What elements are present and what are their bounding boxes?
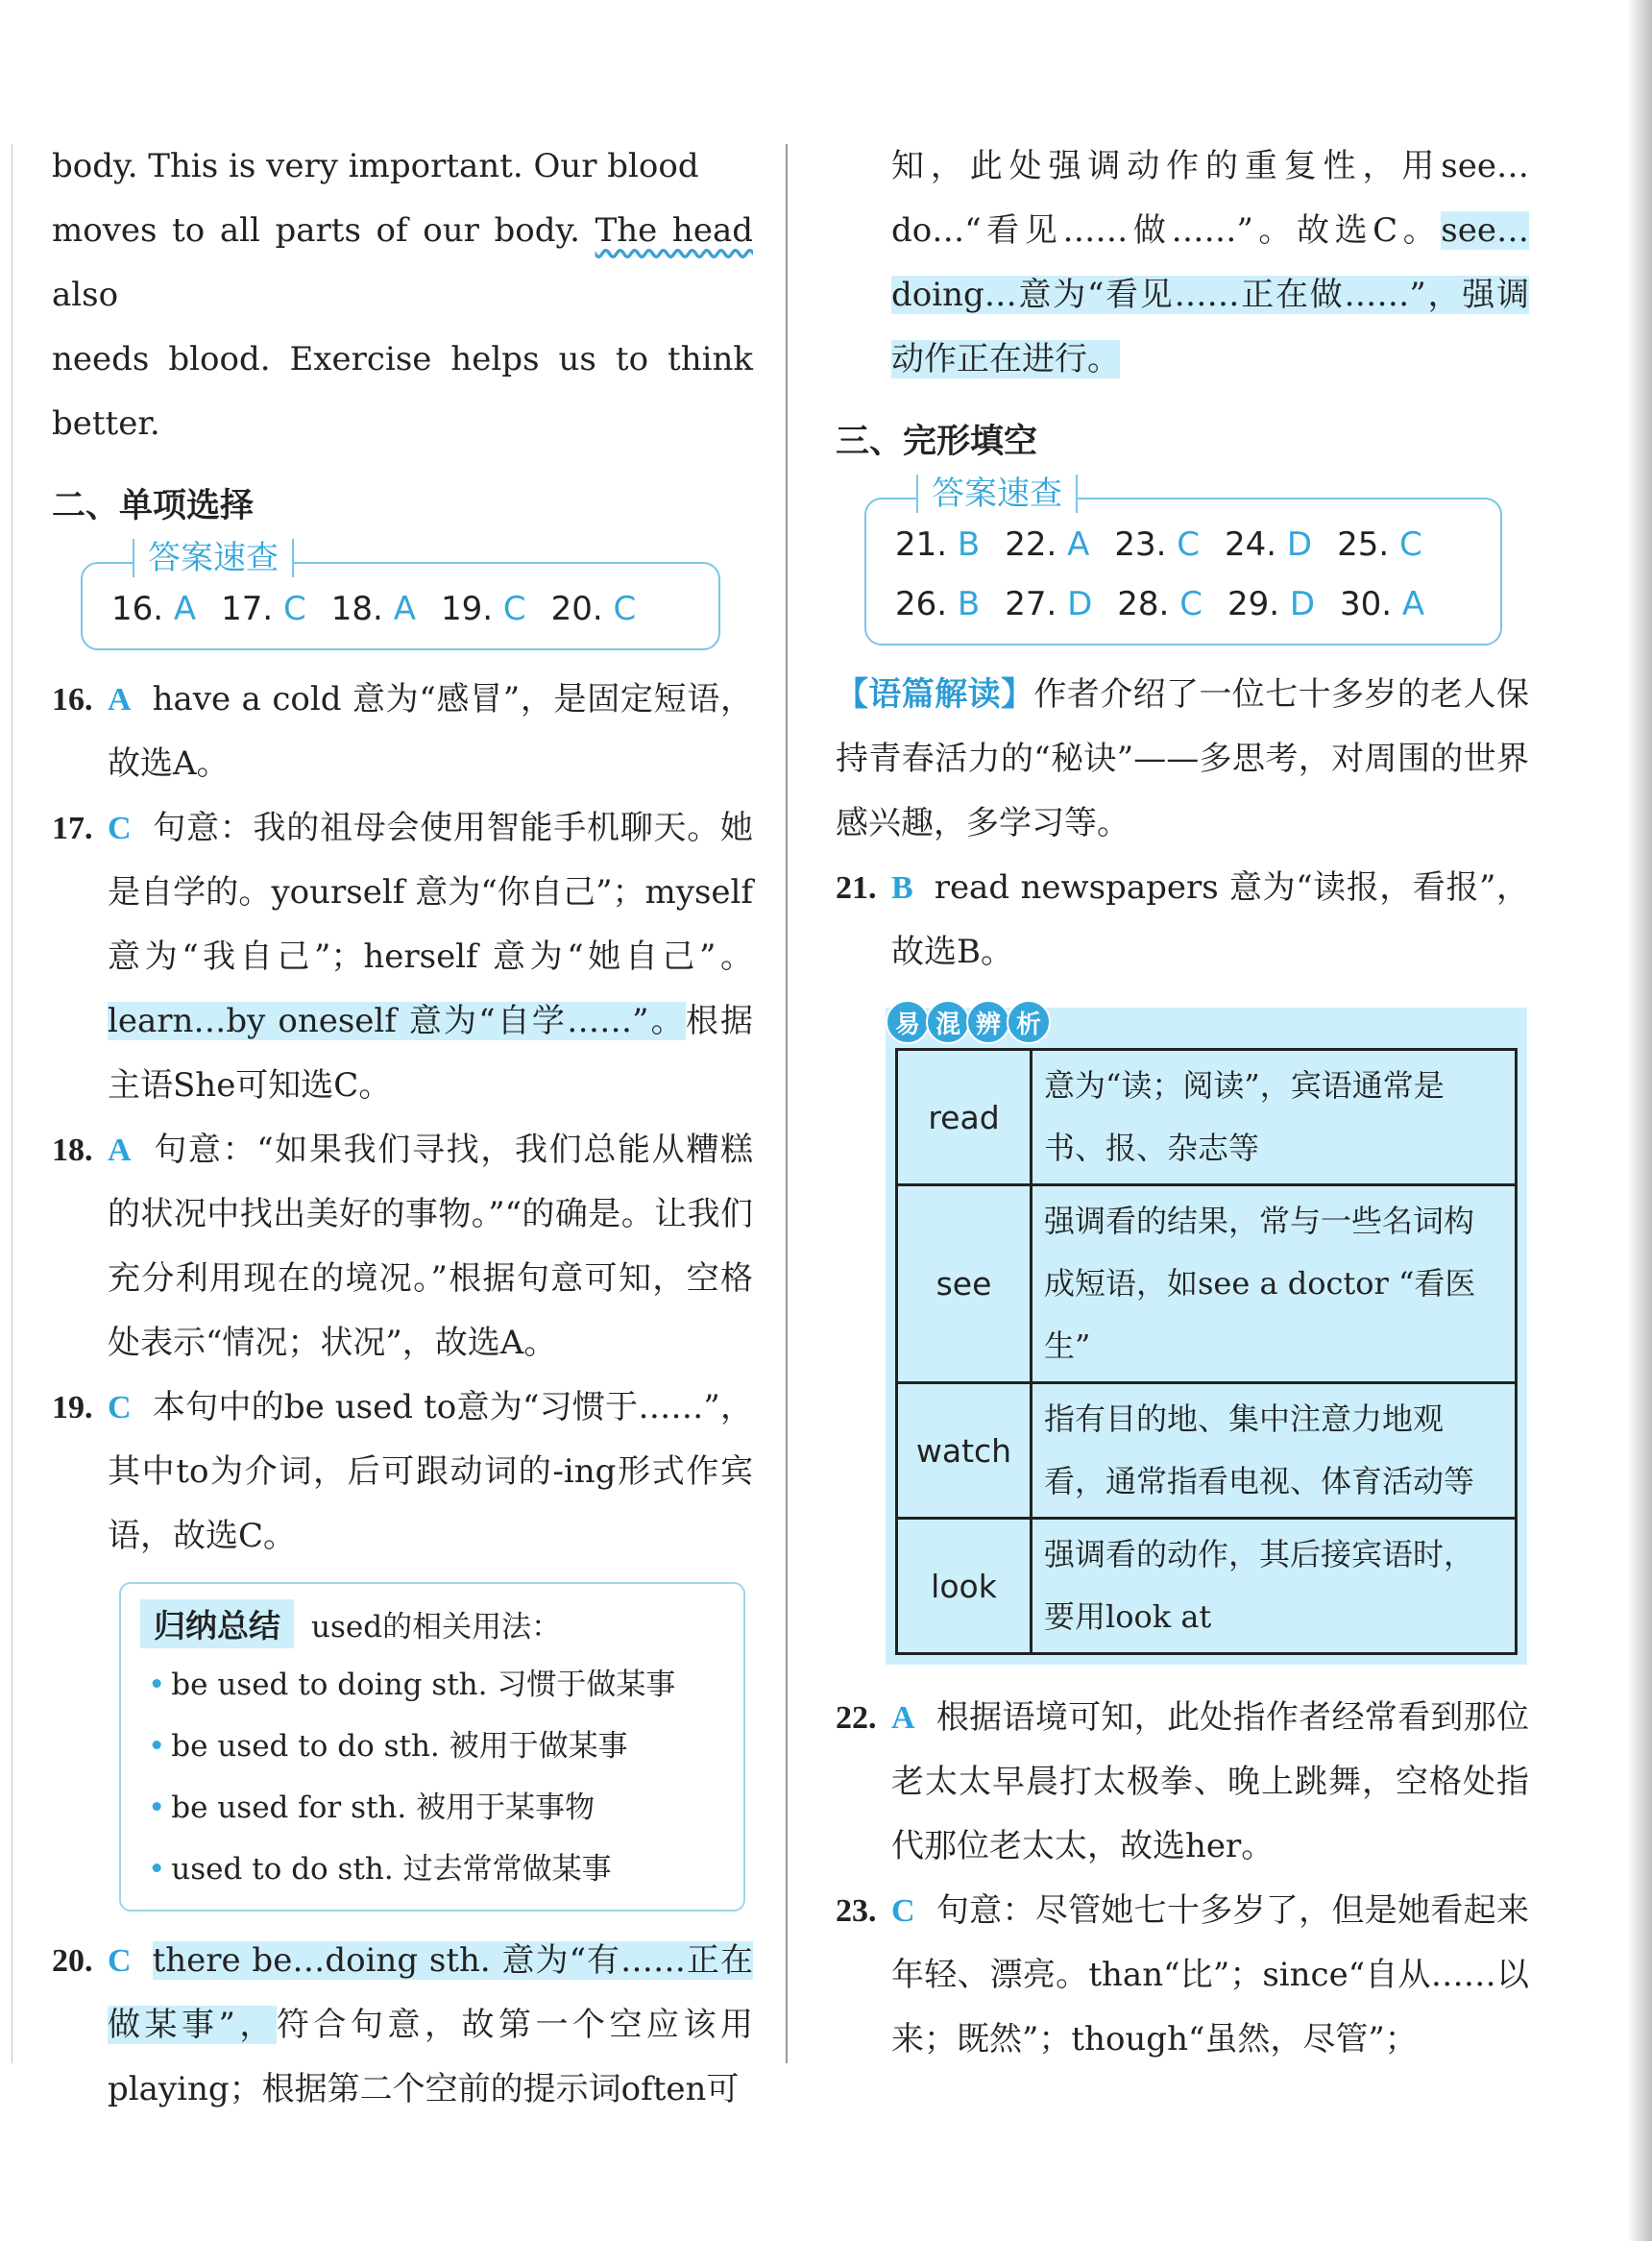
question-20-continued bbox=[836, 134, 1529, 392]
question-number: 16. bbox=[52, 682, 93, 718]
summary-item bbox=[140, 1654, 724, 1716]
summary-item bbox=[140, 1839, 724, 1900]
answer-letter: C bbox=[108, 1390, 132, 1425]
answer-letter: C bbox=[891, 1893, 915, 1929]
answer-letter: B bbox=[957, 585, 981, 623]
bullet-icon: • bbox=[148, 1852, 166, 1887]
passage-text: also bbox=[52, 276, 119, 314]
badge-char: 辨 bbox=[966, 1000, 1010, 1044]
question-18-explanation bbox=[52, 1118, 753, 1376]
answer-letter: C bbox=[1177, 525, 1201, 564]
table-desc-cell: 意为“读；阅读”，宾语通常是书、报、杂志等 bbox=[1032, 1050, 1517, 1185]
answer-letter: B bbox=[957, 525, 981, 564]
question-22-explanation bbox=[836, 1686, 1529, 1879]
summary-intro: used的相关用法： bbox=[311, 1610, 562, 1644]
explanation-text: 符合句意，故第一个空应该用playing；根据第二个空前的提示词often可 bbox=[108, 2006, 753, 2108]
question-21-explanation bbox=[836, 856, 1529, 985]
question-23-explanation bbox=[836, 1879, 1529, 2072]
highlighted-text: there be…doing sth. 意为“有……正在做某事”， bbox=[108, 1941, 753, 2044]
answer-letter: A bbox=[891, 1700, 915, 1736]
confusable-words-box bbox=[886, 1008, 1527, 1665]
answer-letter: C bbox=[1398, 525, 1422, 564]
question-19-explanation bbox=[52, 1376, 753, 1569]
confusable-words-table bbox=[895, 1048, 1518, 1655]
summary-item-text: be used for sth. 被用于某事物 bbox=[171, 1790, 595, 1825]
answer-letter: C bbox=[108, 1943, 132, 1979]
summary-item bbox=[140, 1716, 724, 1777]
quick-answer-item bbox=[1337, 515, 1422, 574]
summary-title-row bbox=[140, 1599, 724, 1648]
summary-item-text: used to do sth. 过去常常做某事 bbox=[171, 1852, 612, 1887]
table-word-cell: watch bbox=[897, 1383, 1032, 1519]
question-number: 25. bbox=[1337, 525, 1390, 564]
table-word-cell: read bbox=[897, 1050, 1032, 1185]
question-number: 23. bbox=[836, 1893, 877, 1929]
badge-char: 混 bbox=[926, 1000, 970, 1044]
question-number: 21. bbox=[895, 525, 948, 564]
table-row bbox=[897, 1185, 1517, 1383]
question-number: 18. bbox=[330, 590, 383, 628]
answer-quick-check-box bbox=[864, 475, 1502, 646]
table-word-cell: see bbox=[897, 1185, 1032, 1383]
right-column bbox=[836, 134, 1529, 2072]
question-number: 20. bbox=[52, 1943, 93, 1979]
explanation-text: 句意：我的祖母会使用智能手机聊天。她是自学的。yourself 意为“你自己”；myself 意为“我自己”；herself 意为“她自己”。 bbox=[108, 809, 753, 976]
quick-answer-item bbox=[1340, 574, 1424, 634]
quick-answer-item bbox=[441, 579, 526, 639]
answer-letter: A bbox=[393, 590, 416, 628]
quick-answer-item bbox=[1005, 515, 1089, 574]
summary-item-text: be used to do sth. 被用于做某事 bbox=[171, 1729, 628, 1764]
answer-letter: C bbox=[283, 590, 306, 628]
quick-check-row bbox=[111, 579, 693, 639]
quick-answer-item bbox=[1114, 515, 1200, 574]
quick-answer-item bbox=[111, 579, 196, 639]
column-divider bbox=[786, 144, 788, 2063]
quick-check-row bbox=[895, 574, 1475, 634]
quick-check-title: 答案速查 bbox=[916, 475, 1078, 513]
left-column bbox=[52, 134, 753, 2122]
table-desc-cell: 指有目的地、集中注意力地观看，通常指看电视、体育活动等 bbox=[1032, 1383, 1517, 1519]
answer-letter: C bbox=[1179, 585, 1203, 623]
explanation-text: 本句中的be used to意为“习惯于……”，其中to为介词，后可跟动词的-ing形式作宾语，故选C。 bbox=[108, 1388, 753, 1555]
table-desc-cell: 强调看的结果，常与一些名词构成短语，如see a doctor “看医生” bbox=[1032, 1185, 1517, 1383]
explanation-text: 知，此处强调动作的重复性，用see…do…“看见……做……”。故选C。 bbox=[891, 147, 1529, 250]
badge-char: 易 bbox=[886, 1000, 930, 1044]
question-number: 22. bbox=[1005, 525, 1057, 564]
summary-box bbox=[119, 1582, 745, 1912]
quick-answer-item bbox=[551, 579, 637, 639]
quick-answer-item bbox=[895, 574, 980, 634]
passage-line-1: body. This is very important. Our blood bbox=[52, 147, 699, 185]
explanation-text: 句意：“如果我们寻找，我们总能从糟糕的状况中找出美好的事物。”“的确是。让我们充分利用现在的境况。”根据句意可知，空格处表示“情况；状况”，故选A。 bbox=[108, 1131, 753, 1362]
answer-letter: A bbox=[173, 590, 197, 628]
quick-check-title: 答案速查 bbox=[133, 539, 294, 577]
quick-answer-item bbox=[1005, 574, 1092, 634]
question-number: 16. bbox=[111, 590, 164, 628]
question-number: 19. bbox=[440, 590, 494, 628]
highlighted-text: learn…by oneself 意为“自学……”。 bbox=[108, 1002, 686, 1040]
answer-letter: A bbox=[1067, 525, 1090, 564]
quick-check-row bbox=[895, 515, 1475, 574]
table-row bbox=[897, 1519, 1517, 1654]
section-title-cloze: 三、完形填空 bbox=[836, 423, 1038, 461]
question-number: 20. bbox=[550, 590, 603, 628]
highlighted-text: see…doing…意为“看见……正在做……”，强调动作正在进行。 bbox=[891, 211, 1529, 378]
answer-letter: D bbox=[1286, 525, 1313, 564]
explanation-text: 根据主语She可知选C。 bbox=[108, 1002, 753, 1105]
summary-item-text: be used to doing sth. 习惯于做某事 bbox=[171, 1668, 676, 1702]
passage-interpretation-tag: 【语篇解读】 bbox=[836, 675, 1034, 714]
table-word-cell: look bbox=[897, 1519, 1032, 1654]
question-16-explanation bbox=[52, 668, 753, 796]
explanation-text: 句意：尽管她七十多岁了，但是她看起来年轻、漂亮。than“比”；since“自从……以来；既然”；though“虽然，尽管”； bbox=[891, 1891, 1529, 2058]
quick-answer-item bbox=[1225, 515, 1312, 574]
answer-letter: D bbox=[1067, 585, 1093, 623]
confusable-badges bbox=[886, 1000, 1047, 1044]
question-number: 18. bbox=[52, 1133, 93, 1168]
passage-line-3: needs blood. Exercise helps us to think better. bbox=[52, 340, 753, 443]
question-17-explanation bbox=[52, 796, 753, 1118]
question-number: 23. bbox=[1114, 525, 1167, 564]
explanation-text: 根据语境可知，此处指作者经常看到那位老太太早晨打太极拳、晚上跳舞，空格处指代那位老太太，故选her。 bbox=[891, 1698, 1529, 1865]
question-number: 24. bbox=[1225, 525, 1277, 564]
question-number: 29. bbox=[1227, 585, 1280, 623]
table-desc-cell: 强调看的动作，其后接宾语时，要用look at bbox=[1032, 1519, 1517, 1654]
answer-letter: A bbox=[108, 1133, 132, 1168]
page-edge-shadow bbox=[1627, 0, 1652, 2241]
answer-letter: D bbox=[1289, 585, 1316, 623]
passage-line-2 bbox=[52, 199, 753, 328]
question-number: 17. bbox=[221, 590, 274, 628]
table-row bbox=[897, 1383, 1517, 1519]
quick-answer-item bbox=[221, 579, 306, 639]
section-title-single-choice: 二、单项选择 bbox=[52, 487, 255, 525]
question-number: 22. bbox=[836, 1700, 877, 1736]
quick-answer-item bbox=[331, 579, 416, 639]
summary-item bbox=[140, 1777, 724, 1839]
question-number: 19. bbox=[52, 1390, 93, 1425]
quick-answer-item bbox=[1227, 574, 1315, 634]
explanation-text: have a cold 意为“感冒”，是固定短语，故选A。 bbox=[108, 680, 753, 783]
answer-letter: C bbox=[502, 590, 526, 628]
answer-letter: A bbox=[108, 682, 132, 718]
explanation-text: read newspapers 意为“读报，看报”，故选B。 bbox=[891, 868, 1529, 971]
answer-letter: B bbox=[891, 870, 913, 906]
question-number: 27. bbox=[1005, 585, 1057, 623]
answer-letter: C bbox=[613, 590, 637, 628]
question-number: 26. bbox=[895, 585, 948, 623]
bullet-icon: • bbox=[148, 1668, 166, 1702]
answer-letter: C bbox=[108, 811, 132, 846]
badge-char: 析 bbox=[1007, 1000, 1051, 1044]
summary-tag: 归纳总结 bbox=[140, 1599, 294, 1648]
quick-answer-item bbox=[895, 515, 980, 574]
question-number: 28. bbox=[1117, 585, 1170, 623]
passage-interpretation-text: 作者介绍了一位七十多岁的老人保持青春活力的“秘诀”——多思考，对周围的世界感兴趣，多学习等。 bbox=[836, 675, 1530, 842]
answer-quick-check-box bbox=[81, 539, 720, 650]
passage-text: moves to all parts of our body. bbox=[52, 211, 595, 250]
table-row bbox=[897, 1050, 1517, 1185]
question-number: 21. bbox=[836, 870, 877, 906]
passage-interpretation bbox=[836, 663, 1529, 856]
bullet-icon: • bbox=[148, 1729, 166, 1764]
question-number: 30. bbox=[1340, 585, 1393, 623]
answer-letter: A bbox=[1401, 585, 1425, 623]
quick-answer-item bbox=[1117, 574, 1203, 634]
question-20-explanation bbox=[52, 1929, 753, 2122]
wavy-underlined-text: The head bbox=[595, 211, 753, 250]
question-number: 17. bbox=[52, 811, 93, 846]
bullet-icon: • bbox=[148, 1790, 166, 1825]
